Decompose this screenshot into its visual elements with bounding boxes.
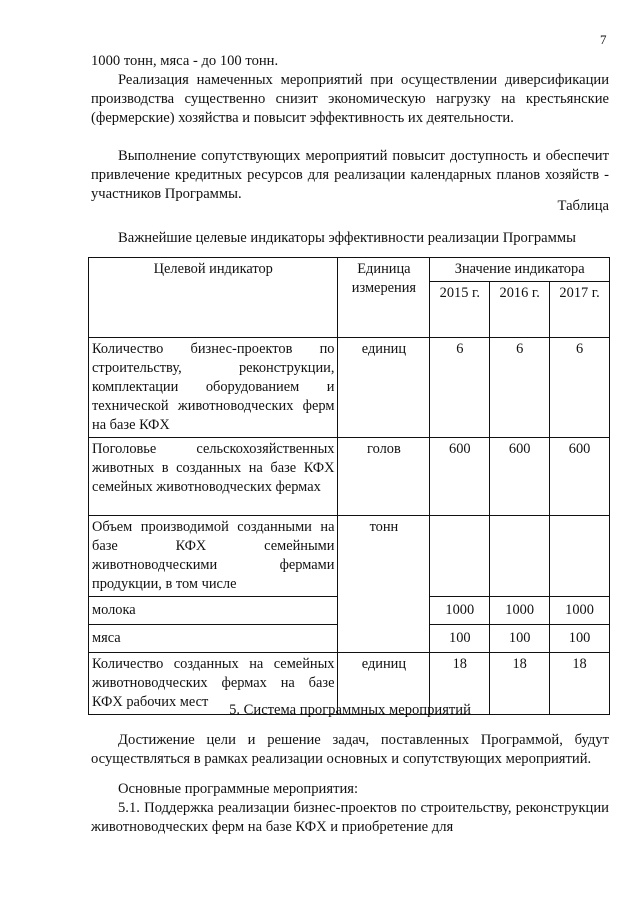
header-indicator: Целевой индикатор xyxy=(89,258,338,338)
value-cell: 600 xyxy=(430,438,490,516)
outro-paragraph-3: 5.1. Поддержка реализации бизнес-проектов по строительству, реконструкции животноводческих ферм на базе КФХ и приобретение для xyxy=(91,800,609,835)
indicator-cell: молока xyxy=(89,597,338,625)
indicators-table xyxy=(88,257,610,715)
value-cell: 18 xyxy=(550,653,610,715)
unit-cell: единиц xyxy=(338,653,430,715)
value-cell: 18 xyxy=(430,653,490,715)
header-unit: Единица измерения xyxy=(338,258,430,338)
value-cell: 1000 xyxy=(430,597,490,625)
table-label: Таблица xyxy=(557,198,609,214)
intro-paragraph-1: Реализация намеченных мероприятий при осуществлении диверсификации производства существенно снизит экономическую нагрузку на крестьянские (фермерские) хозяйства и повысит эффективность их деятельности. xyxy=(91,72,609,126)
value-cell: 6 xyxy=(430,338,490,438)
value-cell: 1000 xyxy=(490,597,550,625)
unit-cell: голов xyxy=(338,438,430,516)
table-title: Важнейшие целевые индикаторы эффективности реализации Программы xyxy=(118,230,576,246)
value-cell: 100 xyxy=(490,625,550,653)
table-row xyxy=(89,438,610,516)
table-row xyxy=(89,338,610,438)
header-value: Значение индикатора xyxy=(430,258,610,282)
value-cell: 1000 xyxy=(550,597,610,625)
header-year-2015: 2015 г. xyxy=(430,282,490,338)
value-cell xyxy=(430,516,490,597)
indicator-cell: Количество бизнес-проектов по строительству, реконструкции, комплектации оборудованием и технической животноводческих ферм на базе КФХ xyxy=(89,338,338,438)
outro-paragraph-1: Достижение цели и решение задач, поставленных Программой, будут осуществляться в рамках реализации основных и сопутствующих мероприятий. xyxy=(91,732,609,767)
value-cell: 18 xyxy=(490,653,550,715)
value-cell xyxy=(490,516,550,597)
value-cell xyxy=(550,516,610,597)
value-cell: 100 xyxy=(550,625,610,653)
value-cell: 6 xyxy=(550,338,610,438)
page-number: 7 xyxy=(600,32,607,47)
value-cell: 600 xyxy=(490,438,550,516)
indicator-cell: Поголовье сельскохозяйственных животных в созданных на базе КФХ семейных животноводческих фермах xyxy=(89,438,338,516)
section-heading: 5. Система программных мероприятий xyxy=(229,702,471,718)
value-cell: 600 xyxy=(550,438,610,516)
indicator-cell: Объем производимой созданными на базе КФХ семейными животноводческими фермами продукции, в том числе xyxy=(89,516,338,597)
intro-line: 1000 тонн, мяса - до 100 тонн. xyxy=(91,53,279,69)
table-row xyxy=(89,516,610,597)
intro-paragraph-2: Выполнение сопутствующих мероприятий повысит доступность и обеспечит привлечение кредитных ресурсов для реализации календарных планов хозяйств - участников Программы. xyxy=(91,148,609,202)
indicator-cell: Количество созданных на семейных животноводческих фермах на базе КФХ рабочих мест xyxy=(89,653,338,715)
header-year-2016: 2016 г. xyxy=(490,282,550,338)
outro-paragraph-2: Основные программные мероприятия: xyxy=(118,781,359,797)
unit-cell: тонн xyxy=(338,516,430,653)
unit-cell: единиц xyxy=(338,338,430,438)
value-cell: 100 xyxy=(430,625,490,653)
value-cell: 6 xyxy=(490,338,550,438)
header-year-2017: 2017 г. xyxy=(550,282,610,338)
indicator-cell: мяса xyxy=(89,625,338,653)
